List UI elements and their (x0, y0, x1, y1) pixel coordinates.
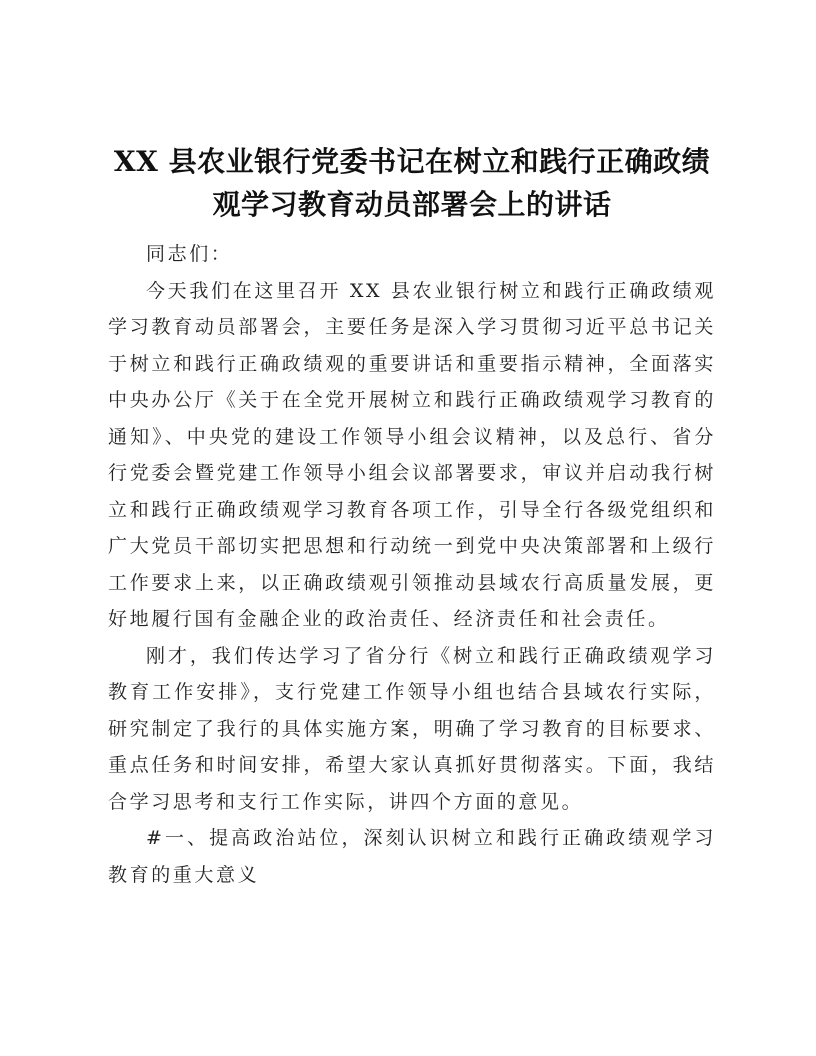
document-body (108, 236, 716, 893)
section-heading: #一、提高政治站位，深刻认识树立和践行正确政绩观学习教育的重大意义 (108, 827, 716, 886)
title-line-2: 观学习教育动员部署会上的讲话 (212, 188, 612, 221)
title-line-1: XX 县农业银行党委书记在树立和践行正确政绩 (113, 145, 711, 178)
paragraph-opening: 今天我们在这里召开 XX 县农业银行树立和践行正确政绩观学习教育动员部署会，主要任务是深入学习贯彻习近平总书记关于树立和践行正确政绩观的重要讲话和重要指示精神，全面落实中央办公厅《关于在全党开展树立和践行正确政绩观学习教育的通知》、中央党的建设工作领导小组会议精神，以及总行、省分行党委会暨党建工作领导小组会议部署要求，审议并启动我行树立和践行正确政绩观学习教育各项工作，引导全行各级党组织和广大党员干部切实把思想和行动统一到党中央决策部署和上级行工作要求上来，以正确政绩观引领推动县域农行高质量发展，更好地履行国有金融企业的政治责任、经济责任和社会责任。 (108, 279, 716, 630)
document-title (108, 140, 716, 226)
salutation: 同志们： (146, 243, 233, 265)
paragraph-arrangement: 刚才，我们传达学习了省分行《树立和践行正确政绩观学习教育工作安排》，支行党建工作领导小组也结合县域农行实际，研究制定了我行的具体实施方案，明确了学习教育的目标要求、重点任务和时间安排，希望大家认真抓好贯彻落实。下面，我结合学习思考和支行工作实际，讲四个方面的意见。 (108, 644, 716, 813)
document-page (108, 140, 716, 893)
